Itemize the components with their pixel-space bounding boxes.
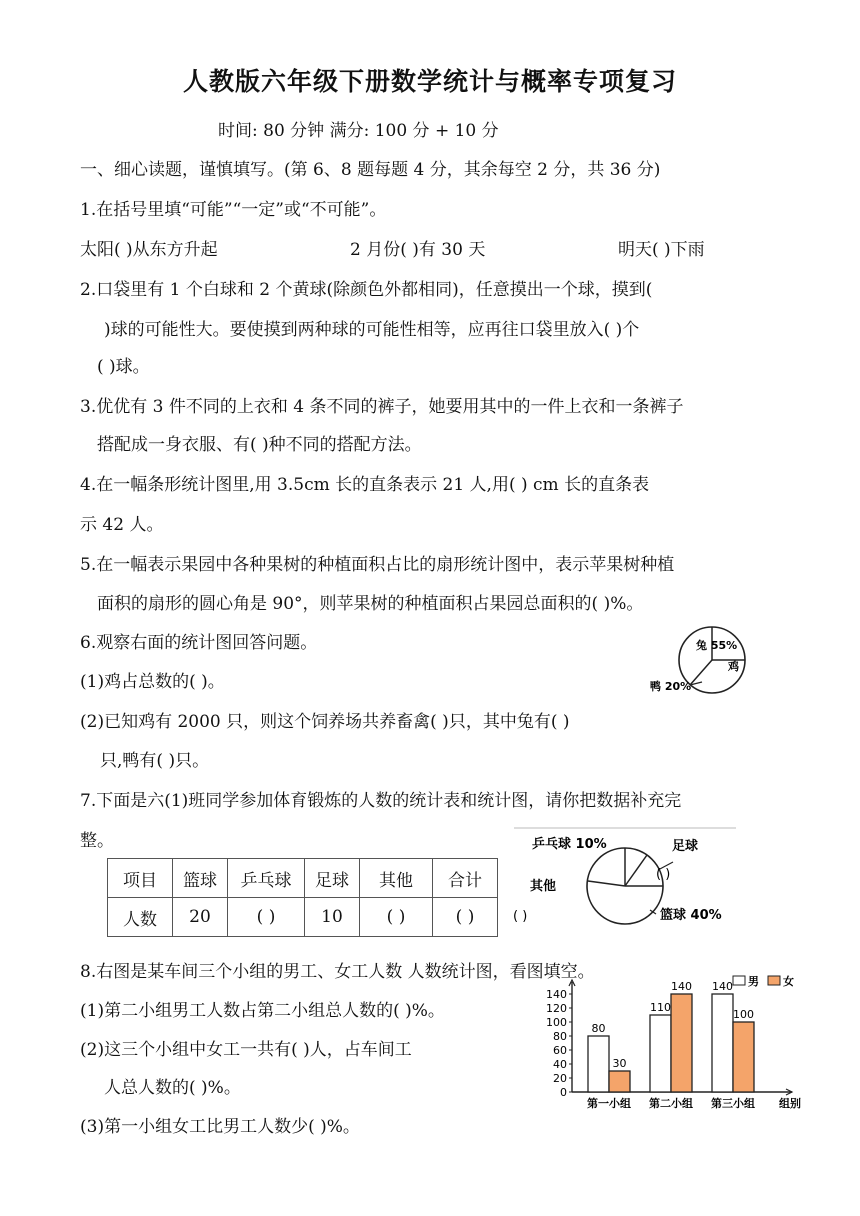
table-cell: 20 [173,898,228,937]
pie-label-duck: 鸭 20% [650,680,692,693]
y-tick-label: 40 [553,1058,567,1071]
q8-stem: 8.右图是某车间三个小组的男工、女工人数 人数统计图，看图填空。 [80,962,595,982]
legend-label-female: 女 [783,975,794,988]
y-tick-label: 120 [546,1002,567,1015]
table-row [108,898,498,937]
pie-label-pingpong: 乒乓球 10% [532,837,607,852]
legend-swatch-male [733,976,745,985]
q4-line-1: 4.在一幅条形统计图里,用 3.5cm 长的直条表示 21 人,用( ) cm 长的直条表 [80,475,650,495]
q1-blank-c: 明天( )下雨 [618,240,705,260]
y-tick-label: 0 [560,1086,567,1099]
y-tick-label: 80 [553,1030,567,1043]
x-category-label: 第二小组 [649,1097,693,1110]
table-cell: ( ) [360,898,433,937]
bar-male [588,1036,609,1092]
bar-value-label: 100 [733,1008,754,1021]
y-tick-label: 140 [546,988,567,1001]
q6-part-1: (1)鸡占总数的( )。 [80,672,225,692]
table-header-cell: 其他 [360,859,433,898]
q1-blank-b: 2 月份( )有 30 天 [350,240,486,260]
bar-value-label: 110 [650,1001,671,1014]
q5-line-2: 面积的扇形的圆心角是 90°，则苹果树的种植面积占果园总面积的( )%。 [97,594,644,614]
q7-line-1: 7.下面是六(1)班同学参加体育锻炼的人数的统计表和统计图，请你把数据补充完 [80,791,682,811]
x-category-label: 第一小组 [587,1097,631,1110]
table-row-label: 人数 [108,898,173,937]
table-cell: ( ) [433,898,498,937]
q5-line-1: 5.在一幅表示果园中各种果树的种植面积占比的扇形统计图中，表示苹果树种植 [80,555,675,575]
bar-value-label: 80 [591,1022,606,1035]
q2-line-1: 2.口袋里有 1 个白球和 2 个黄球(除颜色外都相同)，任意摸出一个球，摸到( [80,280,653,300]
q8-part-2a: (2)这三个小组中女工一共有( )人，占车间工 [80,1040,412,1060]
bar-value-label: 140 [671,980,692,993]
bar-value-label: 140 [712,980,733,993]
animal-pie-chart [640,622,770,698]
bar-female [733,1022,754,1092]
q6-part-3: 只,鸭有( )只。 [100,751,210,771]
workshop-bar-chart [540,972,815,1117]
bar-value-label: 30 [612,1057,627,1070]
q1-blank-a: 太阳( )从东方升起 [80,240,218,260]
pie-label-chicken: 鸡 [728,660,739,673]
q4-line-2: 示 42 人。 [80,515,164,535]
q3-line-2: 搭配成一身衣服、有( )种不同的搭配方法。 [97,435,422,455]
table-header-cell: 足球 [305,859,360,898]
q6-part-2: (2)已知鸡有 2000 只，则这个饲养场共养畜禽( )只，其中兔有( ) [80,712,570,732]
bar-male [712,994,733,1092]
bar-female [671,994,692,1092]
pie-label-basketball: 篮球 40% [660,908,722,923]
bar-female [609,1071,630,1092]
page-title: 人教版六年级下册数学统计与概率专项复习 [182,67,677,96]
pie-label-football: 足球 [672,839,699,854]
q6-stem: 6.观察右面的统计图回答问题。 [80,633,318,653]
y-tick-label: 20 [553,1072,567,1085]
x-category-label: 第三小组 [711,1097,755,1110]
q2-line-2: )球的可能性大。要使摸到两种球的可能性相等，应再往口袋里放入( )个 [104,320,640,340]
q1-stem: 1.在括号里填“可能”“一定”或“不可能”。 [80,200,387,220]
q7-line-2: 整。 [80,831,114,851]
pie-blank-football: ( ) [656,867,671,882]
subtitle: 时间: 80 分钟 满分: 100 分 + 10 分 [218,121,499,141]
sports-table [107,858,498,937]
q8-part-2b: 人总人数的( )%。 [104,1078,241,1098]
table-cell: 10 [305,898,360,937]
x-axis-title: 组别 [779,1097,801,1110]
pie-label-other: 其他 [530,879,557,894]
q8-part-3: (3)第一小组女工比男工人数少( )%。 [80,1117,360,1137]
table-header-cell: 乒乓球 [228,859,305,898]
q2-line-3: ( )球。 [97,357,150,377]
pie-label-rabbit: 兔 55% [696,639,738,652]
legend-label-male: 男 [748,975,759,988]
table-cell: ( ) [228,898,305,937]
y-tick-label: 100 [546,1016,567,1029]
legend-swatch-female [768,976,780,985]
section-heading: 一、细心读题，谨慎填写。(第 6、8 题每题 4 分，其余每空 2 分，共 36 分) [80,160,661,180]
table-header-cell: 项目 [108,859,173,898]
sports-pie-chart [510,826,740,936]
table-header-cell: 篮球 [173,859,228,898]
table-header-row [108,859,498,898]
q8-part-1: (1)第二小组男工人数占第二小组总人数的( )%。 [80,1001,445,1021]
q3-line-1: 3.优优有 3 件不同的上衣和 4 条不同的裤子，她要用其中的一件上衣和一条裤子 [80,397,684,417]
pie-blank-other: ( ) [513,909,528,924]
y-tick-label: 60 [553,1044,567,1057]
table-header-cell: 合计 [433,859,498,898]
bar-male [650,1015,671,1092]
